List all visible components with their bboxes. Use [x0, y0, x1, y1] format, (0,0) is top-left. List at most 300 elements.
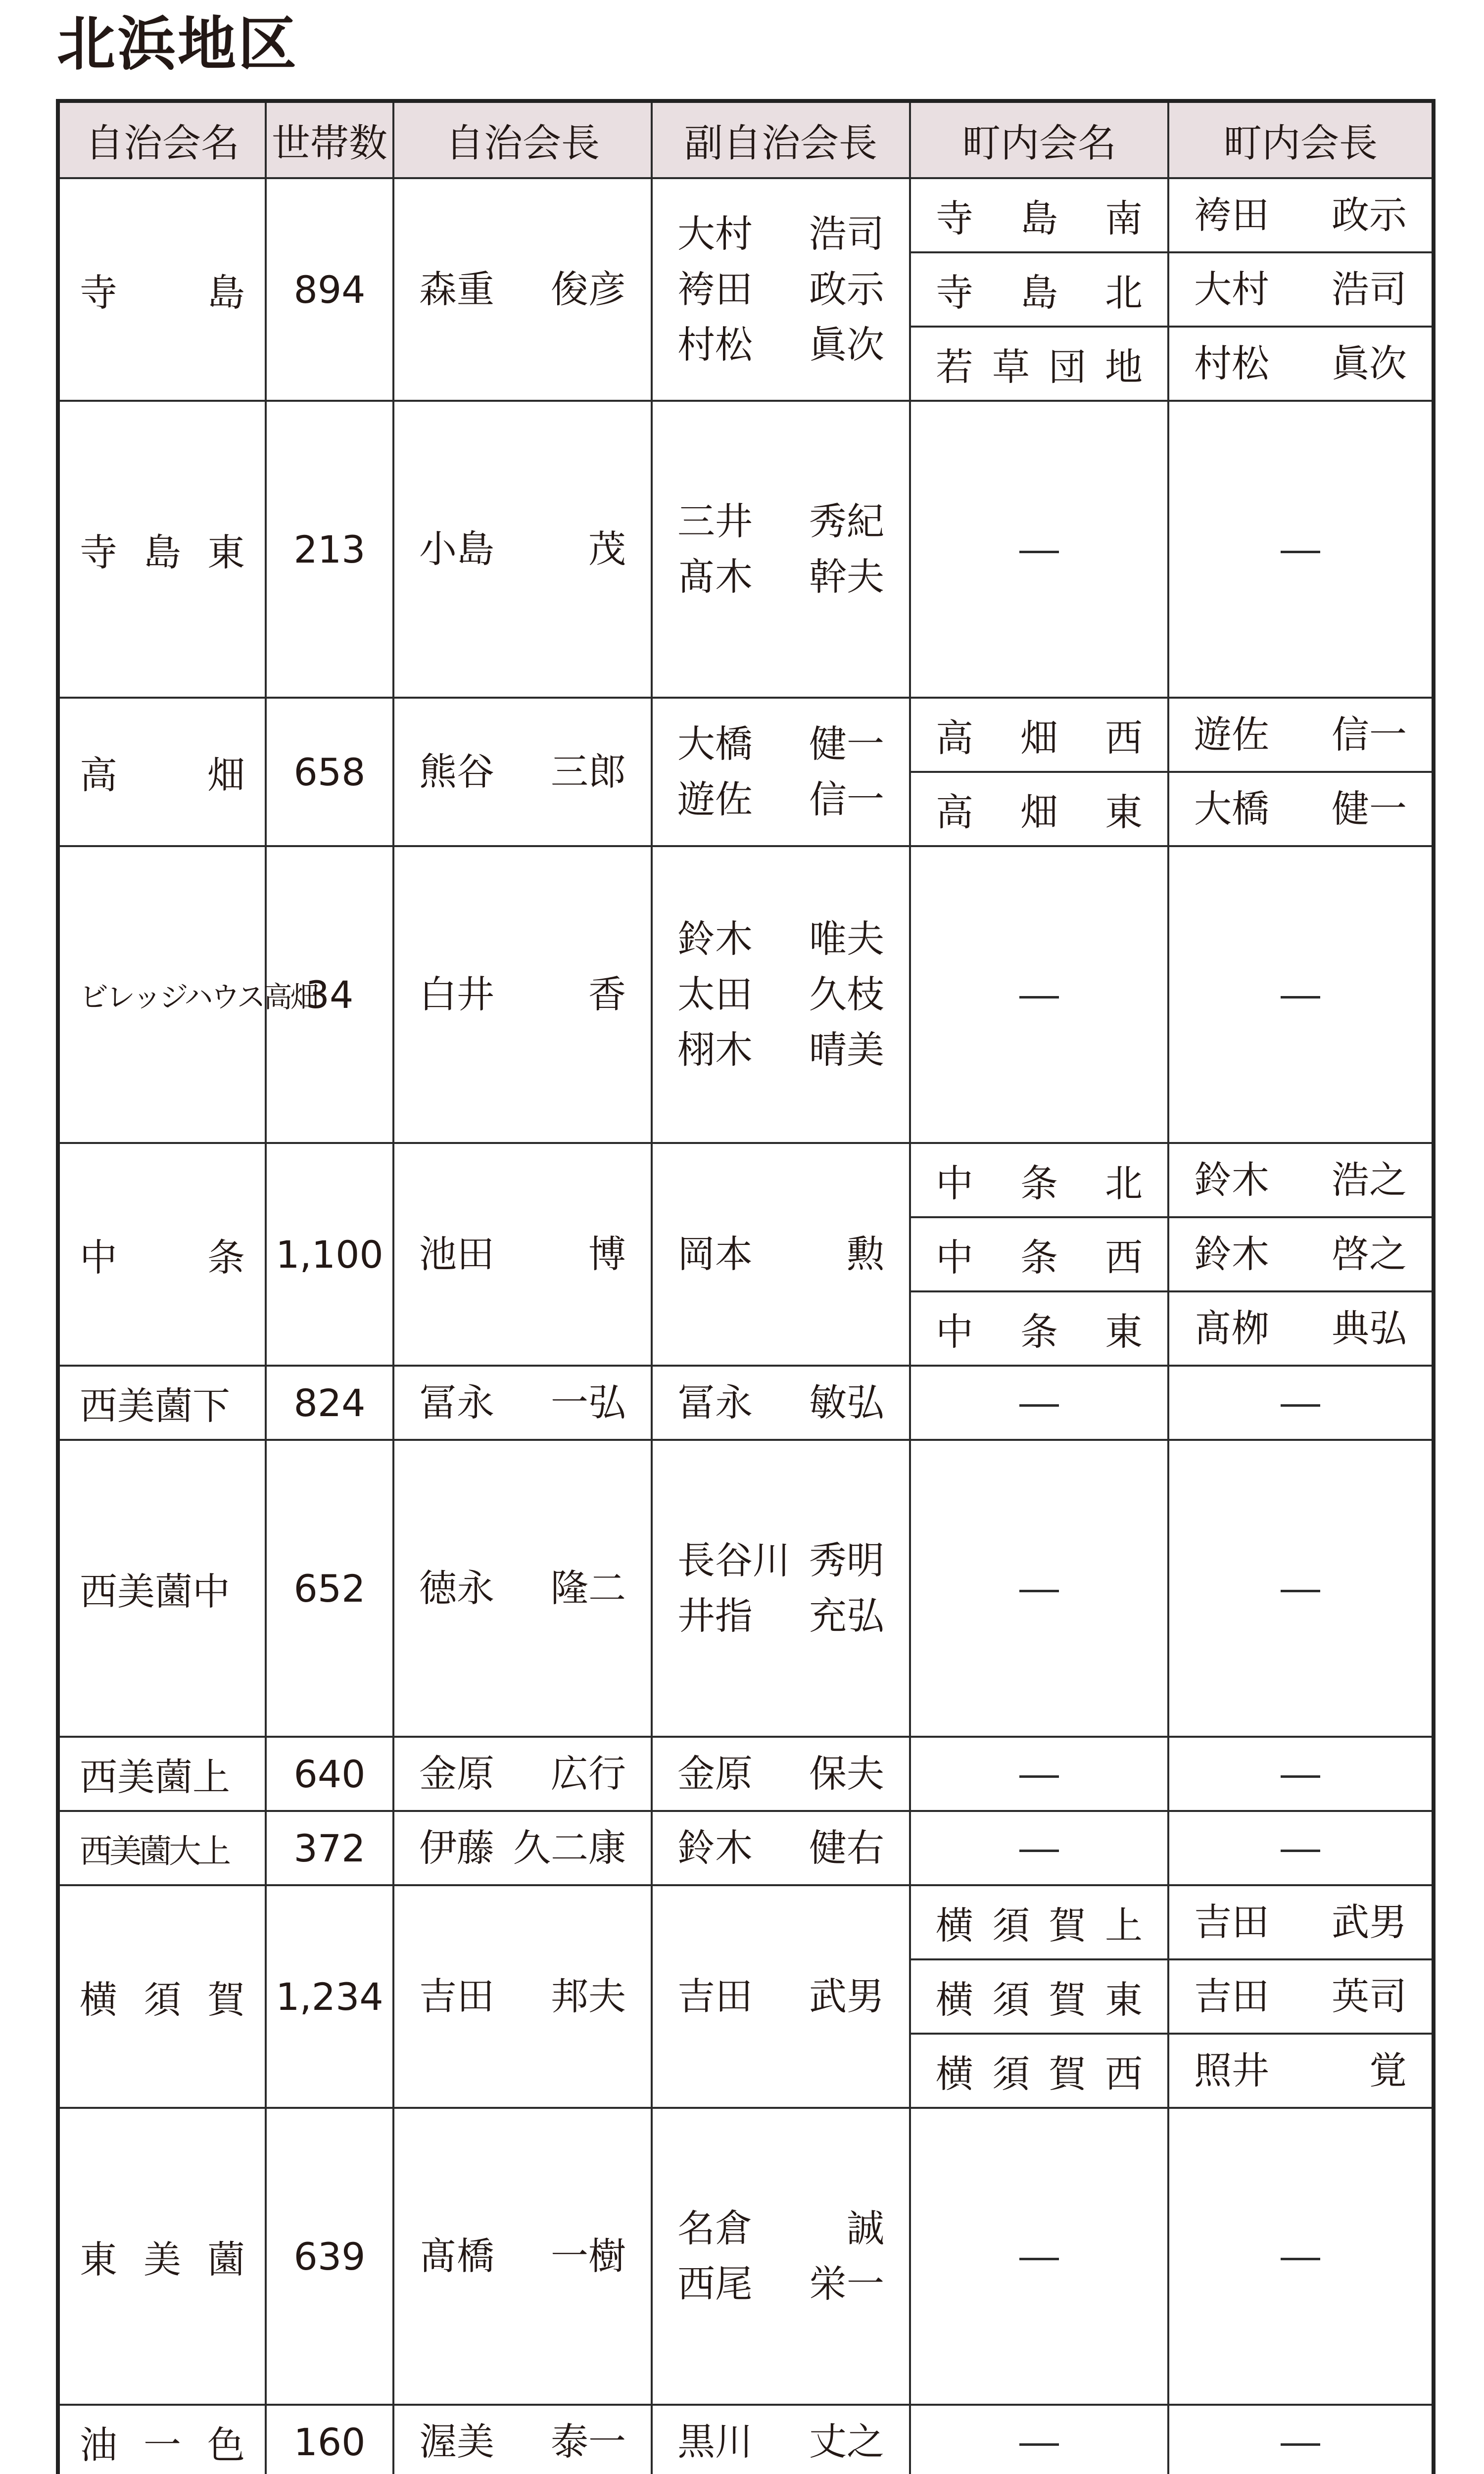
person-name — [419, 967, 626, 1022]
person-name — [1194, 781, 1407, 837]
given-name: 保夫 — [809, 1752, 884, 1796]
table-row — [58, 1366, 1434, 1440]
person-name — [1194, 336, 1407, 391]
given-name: 勲 — [847, 1232, 884, 1276]
given-name: 隆二 — [551, 1566, 626, 1610]
person-name — [677, 1746, 884, 1802]
town-name-empty — [910, 1737, 1168, 1811]
name-char: 東 — [207, 530, 245, 574]
town-char: 上 — [1105, 1903, 1143, 1948]
family-name: 名倉 — [677, 2206, 753, 2250]
households: 34 — [266, 846, 393, 1143]
town-char: 東 — [1105, 1977, 1143, 2022]
town-char: 条 — [1020, 1309, 1058, 1354]
association-name: 西美薗下 — [58, 1366, 266, 1440]
town-name — [910, 1959, 1168, 2034]
town-char: 北 — [1105, 270, 1143, 315]
given-name: 一樹 — [551, 2234, 626, 2278]
person-name — [677, 911, 884, 967]
family-name: 小島 — [419, 527, 494, 571]
vice-chairman — [652, 1143, 910, 1366]
family-name: 冨永 — [419, 1380, 494, 1425]
given-name: 健右 — [809, 1826, 884, 1870]
town-char: 西 — [1105, 1235, 1143, 1280]
person-name — [677, 1820, 884, 1876]
town-char: 寺 — [936, 270, 973, 315]
vice-chairman — [652, 1440, 910, 1737]
town-chairman — [1168, 2034, 1434, 2108]
town-char: 西 — [1105, 715, 1143, 760]
town-char: 条 — [1020, 1161, 1058, 1205]
town-char: 南 — [1105, 196, 1143, 240]
town-char: 中 — [936, 1309, 973, 1354]
town-char: 賀 — [1049, 2051, 1086, 2096]
town-chairman — [1168, 1885, 1434, 1959]
chairman — [393, 1737, 652, 1811]
person-name — [1194, 707, 1407, 762]
association-name — [58, 2108, 266, 2405]
person-name — [419, 2414, 626, 2470]
family-name: 遊佐 — [677, 777, 753, 821]
town-char: 若 — [936, 344, 973, 389]
town-name — [910, 327, 1168, 401]
town-name-empty — [910, 1440, 1168, 1737]
dash-mark — [1019, 551, 1059, 553]
association-name — [58, 1885, 266, 2108]
table-header — [58, 101, 1434, 178]
dash-mark — [1281, 1404, 1320, 1407]
town-char: 賀 — [1049, 1903, 1086, 1948]
households: 372 — [266, 1811, 393, 1885]
name-char: 条 — [207, 1235, 245, 1280]
town-name — [910, 698, 1168, 772]
town-name — [910, 1885, 1168, 1959]
person-name — [419, 522, 626, 577]
given-name: 泰一 — [551, 2420, 626, 2464]
family-name: 大橋 — [1194, 787, 1269, 831]
person-name — [1194, 1152, 1407, 1208]
dash-mark — [1281, 2258, 1320, 2260]
town-name — [910, 2034, 1168, 2108]
dash-mark — [1281, 1850, 1320, 1852]
town-chairman-empty — [1168, 1811, 1434, 1885]
town-char: 須 — [992, 1903, 1030, 1948]
family-name: 井指 — [677, 1594, 753, 1638]
person-name — [677, 1375, 884, 1430]
dash-mark — [1281, 551, 1320, 553]
town-name — [910, 772, 1168, 846]
given-name: 唯夫 — [809, 917, 884, 961]
town-chairman-empty — [1168, 1737, 1434, 1811]
person-name — [677, 1533, 884, 1588]
family-name: 吉田 — [677, 1974, 753, 2018]
town-name-empty — [910, 2405, 1168, 2474]
town-char: 須 — [992, 1977, 1030, 2022]
vice-chairman — [652, 698, 910, 846]
town-char: 横 — [936, 2051, 973, 2096]
given-name: 香 — [588, 972, 626, 1016]
family-name: 三井 — [677, 499, 753, 543]
person-name — [677, 317, 884, 373]
family-name: 鈴木 — [677, 1826, 753, 1870]
association-name — [58, 2405, 266, 2474]
header-association-name: 自治会名 — [58, 101, 266, 178]
given-name: 英司 — [1332, 1974, 1407, 2018]
family-name: 大橋 — [677, 722, 753, 766]
vice-chairman — [652, 846, 910, 1143]
town-char: 西 — [1105, 2051, 1143, 2096]
name-char: 島 — [207, 270, 245, 315]
town-char: 条 — [1020, 1235, 1058, 1280]
chairman — [393, 1143, 652, 1366]
vice-chairman — [652, 401, 910, 698]
given-name: 丈之 — [809, 2420, 884, 2464]
dash-mark — [1281, 1590, 1320, 1592]
households: 1,234 — [266, 1885, 393, 2108]
given-name: 充弘 — [809, 1594, 884, 1638]
given-name: 一弘 — [551, 1380, 626, 1425]
town-char: 東 — [1105, 1309, 1143, 1354]
given-name: 啓之 — [1332, 1232, 1407, 1276]
vice-chairman — [652, 2405, 910, 2474]
person-name — [1194, 1969, 1407, 2024]
town-name-empty — [910, 401, 1168, 698]
family-name: 伊藤 — [419, 1826, 494, 1870]
town-char: 地 — [1105, 344, 1143, 389]
table-row — [58, 1737, 1434, 1811]
person-name — [419, 262, 626, 317]
person-name — [1194, 1895, 1407, 1950]
town-char: 東 — [1105, 790, 1143, 834]
family-name: 太田 — [677, 972, 753, 1016]
family-name: 大村 — [1194, 267, 1269, 311]
town-char: 須 — [992, 2051, 1030, 2096]
name-char: 高 — [80, 753, 117, 797]
association-name — [58, 401, 266, 698]
town-char: 高 — [936, 715, 973, 760]
town-name-empty — [910, 846, 1168, 1143]
person-name — [419, 744, 626, 800]
given-name: 眞次 — [809, 323, 884, 367]
name-char: 賀 — [207, 1977, 245, 2022]
given-name: 広行 — [551, 1752, 626, 1796]
chairman — [393, 698, 652, 846]
family-name: 黒川 — [677, 2420, 753, 2464]
person-name — [1194, 188, 1407, 243]
person-name — [677, 2256, 884, 2312]
person-name — [677, 772, 884, 827]
households: 824 — [266, 1366, 393, 1440]
town-char: 横 — [936, 1977, 973, 2022]
dash-mark — [1019, 1850, 1059, 1852]
family-name: 髙木 — [677, 555, 753, 599]
households: 160 — [266, 2405, 393, 2474]
association-name — [58, 698, 266, 846]
person-name — [419, 1227, 626, 1282]
name-char: 油 — [80, 2423, 117, 2467]
chairman — [393, 1811, 652, 1885]
person-name — [419, 2229, 626, 2284]
town-chairman — [1168, 698, 1434, 772]
family-name: 髙栁 — [1194, 1306, 1269, 1350]
town-chairman — [1168, 772, 1434, 846]
table-row — [58, 401, 1434, 549]
town-chairman — [1168, 178, 1434, 252]
given-name: 茂 — [588, 527, 626, 571]
person-name — [677, 1969, 884, 2024]
person-name — [677, 716, 884, 772]
dash-mark — [1281, 996, 1320, 999]
given-name: 政示 — [1332, 193, 1407, 237]
town-char: 寺 — [936, 196, 973, 240]
town-chairman — [1168, 1291, 1434, 1366]
chairman — [393, 1885, 652, 2108]
name-char: 東 — [80, 2237, 117, 2282]
family-name: 袴田 — [1194, 193, 1269, 237]
association-name — [58, 1143, 266, 1366]
given-name: 誠 — [847, 2206, 884, 2250]
given-name: 典弘 — [1332, 1306, 1407, 1350]
family-name: 大村 — [677, 212, 753, 256]
town-char: 島 — [1020, 196, 1058, 240]
chairman — [393, 401, 652, 698]
header-chairman: 自治会長 — [393, 101, 652, 178]
town-chairman — [1168, 1143, 1434, 1217]
households: 658 — [266, 698, 393, 846]
table-row — [58, 1811, 1434, 1885]
table-row — [58, 1440, 1434, 1588]
person-name — [677, 494, 884, 549]
person-name — [1194, 262, 1407, 317]
town-char: 畑 — [1020, 715, 1058, 760]
town-name-empty — [910, 1366, 1168, 1440]
family-name: 渥美 — [419, 2420, 494, 2464]
town-chairman-empty — [1168, 2108, 1434, 2405]
name-char: 横 — [80, 1977, 117, 2022]
table-row — [58, 698, 1434, 772]
dash-mark — [1019, 2258, 1059, 2260]
households: 1,100 — [266, 1143, 393, 1366]
given-name: 久二康 — [513, 1826, 626, 1870]
town-char: 草 — [992, 344, 1030, 389]
town-chairman — [1168, 1959, 1434, 2034]
family-name: 鈴木 — [1194, 1158, 1269, 1202]
given-name: 晴美 — [809, 1028, 884, 1072]
page-title: 北浜地区 — [57, 10, 299, 78]
town-chairman-empty — [1168, 846, 1434, 1143]
header-vice-chairman: 副自治会長 — [652, 101, 910, 178]
given-name: 久枝 — [809, 972, 884, 1016]
town-chairman — [1168, 327, 1434, 401]
name-char: 須 — [144, 1977, 181, 2022]
given-name: 栄一 — [809, 2262, 884, 2306]
table-body — [58, 178, 1434, 2474]
family-name: 池田 — [419, 1232, 494, 1276]
family-name: 照井 — [1194, 2048, 1269, 2093]
family-name: 鈴木 — [1194, 1232, 1269, 1276]
person-name — [1194, 1227, 1407, 1282]
given-name: 覚 — [1369, 2048, 1407, 2093]
town-chairman — [1168, 252, 1434, 327]
name-char: 島 — [144, 530, 181, 574]
association-table — [56, 99, 1436, 2474]
given-name: 信一 — [809, 777, 884, 821]
vice-chairman — [652, 1811, 910, 1885]
households: 640 — [266, 1737, 393, 1811]
family-name: 村松 — [677, 323, 753, 367]
name-char: 寺 — [80, 270, 117, 315]
chairman — [393, 846, 652, 1143]
town-chairman-empty — [1168, 2405, 1434, 2474]
town-name-empty — [910, 2108, 1168, 2405]
town-char: 島 — [1020, 270, 1058, 315]
person-name — [419, 1561, 626, 1616]
table-row — [58, 178, 1434, 252]
name-char: 寺 — [80, 530, 117, 574]
family-name: 熊谷 — [419, 750, 494, 794]
given-name: 三郎 — [551, 750, 626, 794]
association-name: ビレッジハウス高畑 — [58, 846, 266, 1143]
given-name: 幹夫 — [809, 555, 884, 599]
given-name: 敏弘 — [809, 1380, 884, 1425]
vice-chairman — [652, 178, 910, 401]
dash-mark — [1019, 1590, 1059, 1592]
person-name — [419, 1820, 626, 1876]
town-name — [910, 1143, 1168, 1217]
header-town-name: 町内会名 — [910, 101, 1168, 178]
name-char: 畑 — [207, 753, 245, 797]
given-name: 眞次 — [1332, 341, 1407, 385]
family-name: 徳永 — [419, 1566, 494, 1610]
family-name: 金原 — [419, 1752, 494, 1796]
town-char: 賀 — [1049, 1977, 1086, 2022]
person-name — [677, 2414, 884, 2470]
town-char: 横 — [936, 1903, 973, 1948]
households: 639 — [266, 2108, 393, 2405]
given-name: 浩之 — [1332, 1158, 1407, 1202]
town-char: 畑 — [1020, 790, 1058, 834]
name-char: 色 — [207, 2423, 245, 2467]
family-name: 袴田 — [677, 267, 753, 311]
given-name: 俊彦 — [551, 267, 626, 311]
town-char: 北 — [1105, 1161, 1143, 1205]
person-name — [677, 2201, 884, 2256]
person-name — [1194, 1301, 1407, 1356]
person-name — [677, 549, 884, 605]
given-name: 秀紀 — [809, 499, 884, 543]
table-row — [58, 846, 1434, 995]
chairman — [393, 178, 652, 401]
family-name: 森重 — [419, 267, 494, 311]
association-name: 西美薗上 — [58, 1737, 266, 1811]
person-name — [677, 1022, 884, 1078]
family-name: 遊佐 — [1194, 713, 1269, 757]
vice-chairman — [652, 1885, 910, 2108]
given-name: 浩司 — [1332, 267, 1407, 311]
person-name — [419, 1375, 626, 1430]
given-name: 武男 — [1332, 1900, 1407, 1944]
family-name: 村松 — [1194, 341, 1269, 385]
family-name: 髙橋 — [419, 2234, 494, 2278]
town-char: 中 — [936, 1161, 973, 1205]
family-name: 鈴木 — [677, 917, 753, 961]
vice-chairman — [652, 1737, 910, 1811]
association-name: 西美薗中 — [58, 1440, 266, 1737]
person-name — [677, 1227, 884, 1282]
town-chairman-empty — [1168, 401, 1434, 698]
family-name: 白井 — [419, 972, 494, 1016]
association-name: 西美薗大上 — [58, 1811, 266, 1885]
table-row — [58, 1885, 1434, 1959]
chairman — [393, 2405, 652, 2474]
name-char: 中 — [80, 1235, 117, 1280]
person-name — [677, 1588, 884, 1644]
association-name — [58, 178, 266, 401]
name-char: 一 — [144, 2423, 181, 2467]
vice-chairman — [652, 2108, 910, 2405]
table-row — [58, 2405, 1434, 2474]
name-char: 薗 — [207, 2237, 245, 2282]
family-name: 金原 — [677, 1752, 753, 1796]
chairman — [393, 1440, 652, 1737]
town-chairman — [1168, 1217, 1434, 1291]
households: 213 — [266, 401, 393, 698]
given-name: 博 — [588, 1232, 626, 1276]
given-name: 秀明 — [809, 1538, 884, 1582]
family-name: 吉田 — [1194, 1974, 1269, 2018]
name-char: 美 — [144, 2237, 181, 2282]
header-households: 世帯数 — [266, 101, 393, 178]
town-name-empty — [910, 1811, 1168, 1885]
person-name — [419, 1969, 626, 2024]
vice-chairman — [652, 1366, 910, 1440]
family-name: 冨永 — [677, 1380, 753, 1425]
given-name: 政示 — [809, 267, 884, 311]
person-name — [677, 262, 884, 317]
town-name — [910, 178, 1168, 252]
dash-mark — [1281, 2443, 1320, 2446]
town-chairman-empty — [1168, 1366, 1434, 1440]
given-name: 健一 — [1332, 787, 1407, 831]
chairman — [393, 1366, 652, 1440]
dash-mark — [1019, 2443, 1059, 2446]
given-name: 武男 — [809, 1974, 884, 2018]
family-name: 栩木 — [677, 1028, 753, 1072]
person-name — [1194, 2043, 1407, 2098]
town-name — [910, 252, 1168, 327]
person-name — [677, 967, 884, 1022]
dash-mark — [1281, 1775, 1320, 1778]
town-char: 団 — [1049, 344, 1086, 389]
table-row — [58, 1143, 1434, 1217]
town-name — [910, 1217, 1168, 1291]
dash-mark — [1019, 996, 1059, 999]
dash-mark — [1019, 1775, 1059, 1778]
given-name: 健一 — [809, 722, 884, 766]
chairman — [393, 2108, 652, 2405]
dash-mark — [1019, 1404, 1059, 1407]
table-row — [58, 2108, 1434, 2256]
header-town-chairman: 町内会長 — [1168, 101, 1434, 178]
given-name: 邦夫 — [551, 1974, 626, 2018]
households: 894 — [266, 178, 393, 401]
family-name: 西尾 — [677, 2262, 753, 2306]
town-name — [910, 1291, 1168, 1366]
family-name: 吉田 — [1194, 1900, 1269, 1944]
family-name: 岡本 — [677, 1232, 753, 1276]
person-name — [677, 206, 884, 262]
town-chairman-empty — [1168, 1440, 1434, 1737]
